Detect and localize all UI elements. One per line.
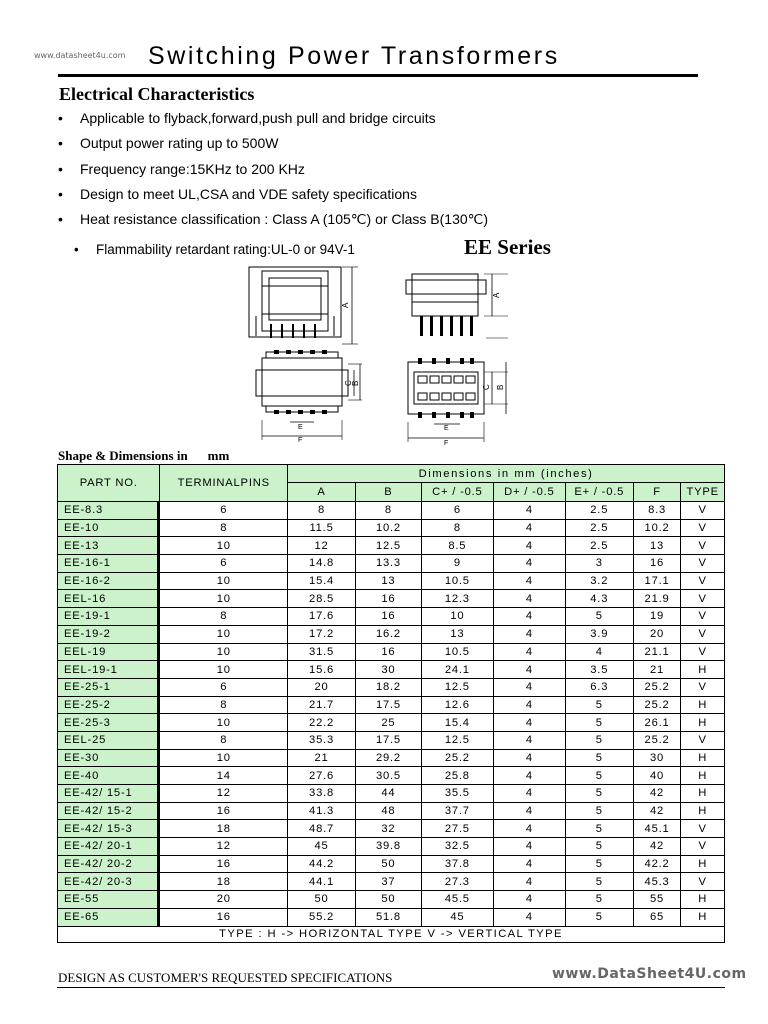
cell-dim-a: 48.7 xyxy=(288,820,356,838)
cell-terminal-pins: 8 xyxy=(160,731,288,749)
cell-terminal-pins: 18 xyxy=(160,873,288,891)
table-row xyxy=(58,625,725,643)
cell-part-number: EE-19-1 xyxy=(58,608,160,626)
cell-dim-c: 10.5 xyxy=(421,643,493,661)
cell-dim-d: 4 xyxy=(493,519,565,537)
cell-dim-c: 9 xyxy=(421,555,493,573)
cell-dim-c: 25.2 xyxy=(421,749,493,767)
table-row xyxy=(58,891,725,909)
cell-dim-f: 42.2 xyxy=(633,855,681,873)
cell-dim-b: 18.2 xyxy=(356,678,422,696)
cell-type: V xyxy=(681,590,725,608)
cell-dim-c: 8.5 xyxy=(421,537,493,555)
column-header-f: F xyxy=(633,483,681,502)
characteristic-text: Design to meet UL,CSA and VDE safety specifications xyxy=(80,186,417,202)
cell-dim-c: 35.5 xyxy=(421,785,493,803)
cell-dim-f: 25.2 xyxy=(633,678,681,696)
cell-dim-a: 12 xyxy=(288,537,356,555)
cell-dim-f: 25.2 xyxy=(633,731,681,749)
cell-dim-e: 2.5 xyxy=(565,502,633,520)
dimension-label-b: B xyxy=(351,380,360,386)
dimension-label-b: B xyxy=(496,384,505,390)
cell-dim-b: 25 xyxy=(356,714,422,732)
cell-type: H xyxy=(681,908,725,926)
cell-dim-d: 4 xyxy=(493,643,565,661)
cell-dim-e: 4 xyxy=(565,643,633,661)
cell-type: V xyxy=(681,625,725,643)
cell-dim-a: 31.5 xyxy=(288,643,356,661)
cell-terminal-pins: 20 xyxy=(160,891,288,909)
cell-dim-f: 16 xyxy=(633,555,681,573)
cell-terminal-pins: 10 xyxy=(160,537,288,555)
cell-terminal-pins: 10 xyxy=(160,625,288,643)
cell-part-number: EE-16-2 xyxy=(58,572,160,590)
cell-dim-d: 4 xyxy=(493,855,565,873)
cell-terminal-pins: 8 xyxy=(160,608,288,626)
cell-dim-d: 4 xyxy=(493,537,565,555)
cell-dim-e: 5 xyxy=(565,891,633,909)
cell-terminal-pins: 8 xyxy=(160,519,288,537)
dimensions-section-title xyxy=(58,448,229,464)
dimension-label-c: C xyxy=(482,384,491,390)
cell-dim-c: 13 xyxy=(421,625,493,643)
cell-part-number: EE-25-1 xyxy=(58,678,160,696)
series-title: EE Series xyxy=(464,235,551,259)
dimensions-table xyxy=(57,464,725,943)
cell-dim-e: 3 xyxy=(565,555,633,573)
cell-dim-b: 51.8 xyxy=(356,908,422,926)
cell-dim-d: 4 xyxy=(493,802,565,820)
cell-dim-e: 3.5 xyxy=(565,661,633,679)
transformer-side-view-drawing xyxy=(248,266,364,350)
cell-dim-b: 16 xyxy=(356,643,422,661)
column-header-type: TYPE xyxy=(681,483,725,502)
table-row xyxy=(58,590,725,608)
bullet: • xyxy=(58,186,63,202)
table-row xyxy=(58,731,725,749)
cell-dim-c: 6 xyxy=(421,502,493,520)
cell-dim-f: 10.2 xyxy=(633,519,681,537)
cell-dim-d: 4 xyxy=(493,714,565,732)
cell-terminal-pins: 10 xyxy=(160,714,288,732)
cell-dim-e: 5 xyxy=(565,820,633,838)
cell-dim-a: 27.6 xyxy=(288,767,356,785)
cell-dim-e: 5 xyxy=(565,731,633,749)
cell-dim-d: 4 xyxy=(493,572,565,590)
cell-dim-c: 45 xyxy=(421,908,493,926)
cell-dim-a: 17.2 xyxy=(288,625,356,643)
cell-part-number: EE-42/ 20-3 xyxy=(58,873,160,891)
table-row xyxy=(58,749,725,767)
table-row xyxy=(58,838,725,856)
cell-dim-b: 16.2 xyxy=(356,625,422,643)
table-row xyxy=(58,855,725,873)
dimension-label-f: F xyxy=(444,440,449,446)
cell-part-number: EE-16-1 xyxy=(58,555,160,573)
cell-dim-a: 17.6 xyxy=(288,608,356,626)
characteristic-item xyxy=(58,161,305,177)
cell-dim-f: 26.1 xyxy=(633,714,681,732)
cell-dim-a: 14.8 xyxy=(288,555,356,573)
cell-terminal-pins: 12 xyxy=(160,785,288,803)
cell-dim-f: 19 xyxy=(633,608,681,626)
bullet: • xyxy=(74,242,79,257)
cell-dim-e: 6.3 xyxy=(565,678,633,696)
cell-dim-d: 4 xyxy=(493,678,565,696)
table-row xyxy=(58,537,725,555)
transformer-top-view-drawing xyxy=(254,350,364,442)
cell-dim-f: 25.2 xyxy=(633,696,681,714)
cell-part-number: EEL-19-1 xyxy=(58,661,160,679)
table-row xyxy=(58,714,725,732)
cell-dim-a: 28.5 xyxy=(288,590,356,608)
type-legend-cell xyxy=(58,926,725,942)
cell-dim-f: 42 xyxy=(633,838,681,856)
cell-part-number: EE-30 xyxy=(58,749,160,767)
cell-dim-b: 30 xyxy=(356,661,422,679)
cell-dim-b: 37 xyxy=(356,873,422,891)
table-row xyxy=(58,820,725,838)
cell-part-number: EE-13 xyxy=(58,537,160,555)
table-row xyxy=(58,802,725,820)
dimensions-section-label: Shape & Dimensions in xyxy=(58,448,188,463)
cell-dim-d: 4 xyxy=(493,590,565,608)
cell-dim-f: 40 xyxy=(633,767,681,785)
table-row xyxy=(58,519,725,537)
cell-dim-b: 32 xyxy=(356,820,422,838)
cell-type: V xyxy=(681,873,725,891)
cell-dim-c: 27.3 xyxy=(421,873,493,891)
cell-dim-f: 21 xyxy=(633,661,681,679)
cell-terminal-pins: 16 xyxy=(160,802,288,820)
column-header-e: E+ / -0.5 xyxy=(565,483,633,502)
cell-terminal-pins: 18 xyxy=(160,820,288,838)
cell-dim-a: 44.2 xyxy=(288,855,356,873)
cell-type: H xyxy=(681,891,725,909)
table-row xyxy=(58,767,725,785)
bullet: • xyxy=(58,211,63,227)
table-row xyxy=(58,555,725,573)
bullet: • xyxy=(58,110,63,126)
bullet: • xyxy=(58,135,63,151)
cell-dim-f: 30 xyxy=(633,749,681,767)
cell-dim-b: 13 xyxy=(356,572,422,590)
cell-dim-e: 3.9 xyxy=(565,625,633,643)
title-rule xyxy=(58,74,698,77)
cell-dim-f: 17.1 xyxy=(633,572,681,590)
dimensions-table-body xyxy=(58,502,725,927)
characteristic-item xyxy=(74,242,355,257)
header-watermark: www.datasheet4u.com xyxy=(34,51,126,60)
cell-dim-c: 25.8 xyxy=(421,767,493,785)
table-row xyxy=(58,502,725,520)
cell-dim-e: 3.2 xyxy=(565,572,633,590)
table-row xyxy=(58,572,725,590)
cell-part-number: EE-10 xyxy=(58,519,160,537)
cell-part-number: EE-42/ 20-2 xyxy=(58,855,160,873)
cell-dim-c: 12.5 xyxy=(421,731,493,749)
table-row xyxy=(58,608,725,626)
cell-type: V xyxy=(681,555,725,573)
characteristic-text: Applicable to flyback,forward,push pull and bridge circuits xyxy=(80,110,436,126)
cell-part-number: EE-42/ 15-1 xyxy=(58,785,160,803)
cell-part-number: EEL-16 xyxy=(58,590,160,608)
cell-terminal-pins: 10 xyxy=(160,661,288,679)
type-legend: TYPE : H -> HORIZONTAL TYPE V -> VERTICAL TYPE xyxy=(219,928,563,940)
cell-dim-c: 45.5 xyxy=(421,891,493,909)
cell-dim-a: 20 xyxy=(288,678,356,696)
cell-dim-a: 41.3 xyxy=(288,802,356,820)
cell-dim-e: 5 xyxy=(565,696,633,714)
cell-dim-b: 39.8 xyxy=(356,838,422,856)
cell-dim-e: 5 xyxy=(565,767,633,785)
dimension-label-f: F xyxy=(298,437,303,442)
cell-type: V xyxy=(681,820,725,838)
dimension-label-a: A xyxy=(341,302,350,308)
column-header-b: B xyxy=(356,483,422,502)
cell-dim-a: 33.8 xyxy=(288,785,356,803)
column-header-dimensions: Dimensions in mm (inches) xyxy=(288,465,725,483)
cell-dim-f: 20 xyxy=(633,625,681,643)
cell-dim-d: 4 xyxy=(493,731,565,749)
cell-dim-e: 2.5 xyxy=(565,537,633,555)
column-header-terminal-pins: TERMINALPINS xyxy=(160,465,288,502)
cell-dim-f: 42 xyxy=(633,802,681,820)
cell-dim-e: 5 xyxy=(565,749,633,767)
cell-terminal-pins: 16 xyxy=(160,855,288,873)
cell-terminal-pins: 6 xyxy=(160,555,288,573)
cell-part-number: EE-42/ 20-1 xyxy=(58,838,160,856)
cell-dim-e: 5 xyxy=(565,608,633,626)
cell-dim-c: 12.6 xyxy=(421,696,493,714)
dimension-label-a: A xyxy=(492,292,501,298)
electrical-characteristics-heading: Electrical Characteristics xyxy=(59,84,255,104)
cell-dim-c: 37.7 xyxy=(421,802,493,820)
cell-dim-d: 4 xyxy=(493,625,565,643)
column-header-a: A xyxy=(288,483,356,502)
characteristic-item xyxy=(58,211,488,228)
cell-dim-a: 15.6 xyxy=(288,661,356,679)
cell-dim-c: 12.5 xyxy=(421,678,493,696)
cell-terminal-pins: 6 xyxy=(160,502,288,520)
cell-dim-a: 35.3 xyxy=(288,731,356,749)
cell-type: V xyxy=(681,537,725,555)
cell-dim-f: 21.9 xyxy=(633,590,681,608)
cell-dim-a: 11.5 xyxy=(288,519,356,537)
cell-dim-d: 4 xyxy=(493,696,565,714)
cell-type: H xyxy=(681,696,725,714)
cell-type: V xyxy=(681,519,725,537)
table-row xyxy=(58,696,725,714)
cell-type: H xyxy=(681,855,725,873)
cell-dim-d: 4 xyxy=(493,608,565,626)
table-row xyxy=(58,643,725,661)
cell-terminal-pins: 12 xyxy=(160,838,288,856)
cell-terminal-pins: 8 xyxy=(160,696,288,714)
cell-dim-f: 42 xyxy=(633,785,681,803)
cell-type: V xyxy=(681,572,725,590)
cell-dim-f: 45.1 xyxy=(633,820,681,838)
cell-dim-a: 21 xyxy=(288,749,356,767)
cell-dim-b: 13.3 xyxy=(356,555,422,573)
table-row xyxy=(58,785,725,803)
cell-dim-b: 44 xyxy=(356,785,422,803)
cell-dim-c: 24.1 xyxy=(421,661,493,679)
cell-terminal-pins: 6 xyxy=(160,678,288,696)
cell-dim-b: 12.5 xyxy=(356,537,422,555)
cell-dim-b: 16 xyxy=(356,608,422,626)
bottom-rule xyxy=(57,987,725,988)
cell-dim-f: 45.3 xyxy=(633,873,681,891)
cell-type: H xyxy=(681,802,725,820)
cell-part-number: EEL-19 xyxy=(58,643,160,661)
cell-dim-e: 5 xyxy=(565,838,633,856)
footer-watermark: www.DataSheet4U.com xyxy=(552,966,747,982)
cell-type: H xyxy=(681,749,725,767)
cell-dim-d: 4 xyxy=(493,820,565,838)
cell-dim-d: 4 xyxy=(493,555,565,573)
cell-dim-d: 4 xyxy=(493,767,565,785)
cell-dim-e: 5 xyxy=(565,785,633,803)
table-row xyxy=(58,678,725,696)
cell-type: V xyxy=(681,502,725,520)
cell-dim-b: 10.2 xyxy=(356,519,422,537)
cell-dim-a: 50 xyxy=(288,891,356,909)
cell-type: H xyxy=(681,785,725,803)
characteristic-item xyxy=(58,186,417,202)
table-row xyxy=(58,873,725,891)
cell-part-number: EE-8.3 xyxy=(58,502,160,520)
cell-part-number: EE-55 xyxy=(58,891,160,909)
cell-dim-f: 55 xyxy=(633,891,681,909)
cell-dim-d: 4 xyxy=(493,908,565,926)
bullet: • xyxy=(58,161,63,177)
cell-terminal-pins: 10 xyxy=(160,749,288,767)
cell-dim-e: 5 xyxy=(565,714,633,732)
cell-dim-d: 4 xyxy=(493,502,565,520)
transformer-front-view-drawing xyxy=(404,268,514,346)
cell-terminal-pins: 10 xyxy=(160,643,288,661)
cell-terminal-pins: 10 xyxy=(160,572,288,590)
cell-dim-a: 22.2 xyxy=(288,714,356,732)
cell-type: V xyxy=(681,678,725,696)
cell-dim-d: 4 xyxy=(493,891,565,909)
cell-dim-c: 27.5 xyxy=(421,820,493,838)
cell-dim-d: 4 xyxy=(493,785,565,803)
cell-type: H xyxy=(681,767,725,785)
cell-dim-a: 15.4 xyxy=(288,572,356,590)
cell-dim-e: 5 xyxy=(565,802,633,820)
cell-dim-c: 15.4 xyxy=(421,714,493,732)
characteristic-item xyxy=(58,135,278,151)
cell-dim-d: 4 xyxy=(493,838,565,856)
transformer-bottom-view-drawing xyxy=(404,356,514,446)
cell-dim-d: 4 xyxy=(493,749,565,767)
cell-dim-e: 2.5 xyxy=(565,519,633,537)
cell-dim-b: 30.5 xyxy=(356,767,422,785)
dimension-label-e: E xyxy=(298,424,303,431)
cell-part-number: EE-19-2 xyxy=(58,625,160,643)
cell-dim-a: 55.2 xyxy=(288,908,356,926)
cell-type: V xyxy=(681,731,725,749)
cell-dim-c: 12.3 xyxy=(421,590,493,608)
cell-dim-c: 32.5 xyxy=(421,838,493,856)
cell-dim-d: 4 xyxy=(493,873,565,891)
dimension-label-e: E xyxy=(444,425,449,432)
cell-dim-c: 37.8 xyxy=(421,855,493,873)
cell-dim-b: 29.2 xyxy=(356,749,422,767)
column-header-d: D+ / -0.5 xyxy=(493,483,565,502)
cell-dim-f: 8.3 xyxy=(633,502,681,520)
cell-dim-e: 5 xyxy=(565,873,633,891)
cell-type: V xyxy=(681,643,725,661)
cell-dim-e: 5 xyxy=(565,908,633,926)
cell-part-number: EE-25-2 xyxy=(58,696,160,714)
characteristic-text: Frequency range:15KHz to 200 KHz xyxy=(80,161,305,177)
cell-type: V xyxy=(681,608,725,626)
characteristic-item xyxy=(58,110,436,126)
cell-part-number: EE-40 xyxy=(58,767,160,785)
cell-part-number: EE-42/ 15-3 xyxy=(58,820,160,838)
cell-part-number: EE-42/ 15-2 xyxy=(58,802,160,820)
cell-dim-a: 21.7 xyxy=(288,696,356,714)
cell-dim-b: 8 xyxy=(356,502,422,520)
dimension-label-c: C xyxy=(344,380,353,386)
characteristic-text: Output power rating up to 500W xyxy=(80,135,279,151)
cell-dim-a: 44.1 xyxy=(288,873,356,891)
cell-dim-c: 10.5 xyxy=(421,572,493,590)
column-header-c: C+ / -0.5 xyxy=(421,483,493,502)
cell-dim-c: 8 xyxy=(421,519,493,537)
cell-dim-a: 45 xyxy=(288,838,356,856)
cell-terminal-pins: 14 xyxy=(160,767,288,785)
cell-dim-f: 13 xyxy=(633,537,681,555)
cell-dim-b: 17.5 xyxy=(356,731,422,749)
table-row xyxy=(58,908,725,926)
cell-dim-b: 17.5 xyxy=(356,696,422,714)
cell-type: V xyxy=(681,838,725,856)
column-header-part-no: PART NO. xyxy=(58,465,160,502)
cell-dim-b: 50 xyxy=(356,891,422,909)
cell-part-number: EE-25-3 xyxy=(58,714,160,732)
type-legend-row xyxy=(58,926,725,942)
table-row xyxy=(58,661,725,679)
characteristic-text: Heat resistance classification : Class A (105℃) or Class B(130℃) xyxy=(80,211,489,227)
characteristic-text: Flammability retardant rating:UL-0 or 94V-1 xyxy=(96,242,355,257)
cell-dim-c: 10 xyxy=(421,608,493,626)
footer-note: DESIGN AS CUSTOMER'S REQUESTED SPECIFICATIONS xyxy=(58,970,393,985)
cell-type: H xyxy=(681,661,725,679)
cell-dim-e: 5 xyxy=(565,855,633,873)
cell-type: H xyxy=(681,714,725,732)
cell-terminal-pins: 10 xyxy=(160,590,288,608)
cell-part-number: EE-65 xyxy=(58,908,160,926)
cell-dim-a: 8 xyxy=(288,502,356,520)
cell-dim-b: 16 xyxy=(356,590,422,608)
cell-dim-b: 50 xyxy=(356,855,422,873)
cell-dim-f: 21.1 xyxy=(633,643,681,661)
dimensions-section-unit: mm xyxy=(207,448,230,463)
cell-dim-d: 4 xyxy=(493,661,565,679)
cell-dim-b: 48 xyxy=(356,802,422,820)
cell-part-number: EEL-25 xyxy=(58,731,160,749)
cell-dim-e: 4.3 xyxy=(565,590,633,608)
cell-dim-f: 65 xyxy=(633,908,681,926)
document-title: Switching Power Transformers xyxy=(148,42,560,70)
cell-terminal-pins: 16 xyxy=(160,908,288,926)
